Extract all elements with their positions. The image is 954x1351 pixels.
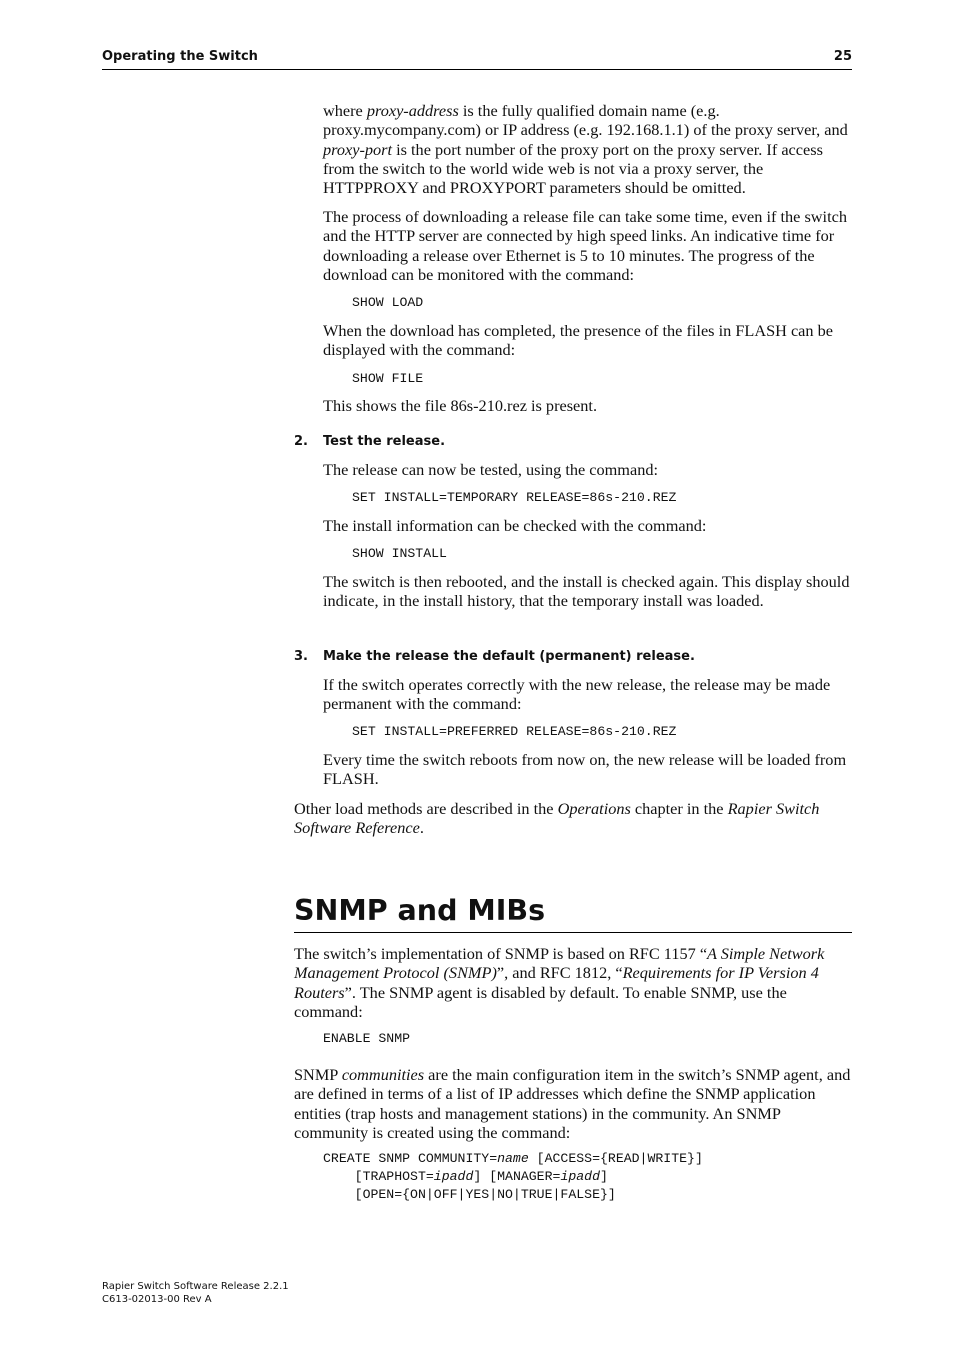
step-title: Test the release. <box>323 434 446 449</box>
paragraph-proxy <box>323 101 853 197</box>
command-show-load: SHOW LOAD <box>352 295 424 310</box>
command-enable-snmp: ENABLE SNMP <box>323 1031 411 1046</box>
section-heading <box>294 891 852 933</box>
command-set-preferred: SET INSTALL=PREFERRED RELEASE=86s-210.REZ <box>352 724 677 739</box>
code-param: name <box>497 1151 529 1166</box>
section-title: SNMP and MIBs <box>294 894 546 927</box>
italic-term: Operations <box>557 799 631 818</box>
paragraph-other-methods <box>294 799 854 838</box>
code-run: [ACCESS={READ|WRITE}] <box>528 1151 703 1166</box>
text-run: ”. The SNMP agent is disabled by default. To enable SNMP, use the command: <box>294 982 787 1021</box>
text-run: is the fully qualified domain name (e.g. proxy.mycompany.com) or IP address (e.g. 192.168.1.1) of the proxy server, and <box>323 101 848 140</box>
footer-doc-number: C613-02013-00 Rev A <box>102 1293 212 1305</box>
command-show-install: SHOW INSTALL <box>352 546 447 561</box>
text-run: The switch’s implementation of SNMP is based on RFC 1157 “ <box>294 944 708 963</box>
footer-release: Rapier Switch Software Release 2.2.1 <box>102 1281 289 1292</box>
step-2-heading <box>294 434 445 449</box>
paragraph-test: The release can now be tested, using the command: <box>323 460 659 479</box>
text-run: are the main configuration item in the switch’s SNMP agent, and are defined in terms of a list of IP addresses which define the SNMP application entities (trap hosts and management stations) in the community. An SNMP community is created using the command: <box>294 1065 851 1142</box>
command-create-community <box>323 1150 703 1204</box>
text-run: chapter in the <box>630 799 728 818</box>
italic-term: Rapier Switch Software Reference <box>294 799 820 838</box>
code-param: ipadd <box>560 1169 601 1184</box>
paragraph-download: The process of downloading a release file can take some time, even if the switch and the HTTP server are connected by high speed links. An indicative time for downloading a release over Ethernet is 5 to 10 minutes. The progress of the download can be monitored with the command: <box>323 207 847 284</box>
text-run: Other load methods are described in the <box>294 799 558 818</box>
text-run: SNMP <box>294 1065 342 1084</box>
chapter-title: Operating the Switch <box>102 49 258 64</box>
step-number: 2. <box>294 434 308 449</box>
running-header <box>102 47 852 70</box>
code-run: ] <box>600 1169 608 1184</box>
italic-term: communities <box>341 1065 425 1084</box>
paragraph-communities <box>294 1065 854 1142</box>
text-run: . <box>419 818 424 838</box>
page-footer <box>102 1281 289 1306</box>
paragraph-operates: If the switch operates correctly with the new release, the release may be made permanent with the command: <box>323 675 831 714</box>
code-param: ipadd <box>433 1169 474 1184</box>
paragraph-completed: When the download has completed, the presence of the files in FLASH can be displayed with the command: <box>323 321 833 360</box>
page-number: 25 <box>833 49 852 64</box>
code-run: CREATE SNMP COMMUNITY= <box>323 1151 498 1166</box>
code-run: [TRAPHOST= <box>354 1169 434 1184</box>
step-number: 3. <box>294 649 308 664</box>
italic-term: Requirements for IP Version 4 Routers <box>294 963 819 1002</box>
text-run: ”, and RFC 1812, “ <box>496 963 623 983</box>
paragraph-file-present: This shows the file 86s-210.rez is present. <box>323 396 598 415</box>
code-run: [OPEN={ON|OFF|YES|NO|TRUE|FALSE}] <box>354 1187 616 1202</box>
command-show-file: SHOW FILE <box>352 371 424 386</box>
paragraph-every-time: Every time the switch reboots from now on, the new release will be loaded from FLASH. <box>323 750 847 789</box>
italic-term: proxy-address <box>366 101 459 120</box>
code-run: ] [MANAGER= <box>473 1169 561 1184</box>
paragraph-rebooted: The switch is then rebooted, and the install is checked again. This display should indicate, in the install history, that the temporary install was loaded. <box>323 572 850 611</box>
text-run: where <box>323 101 367 120</box>
command-set-temporary: SET INSTALL=TEMPORARY RELEASE=86s-210.REZ <box>352 490 677 505</box>
italic-term: proxy-port <box>323 139 393 159</box>
italic-term: A Simple Network Management Protocol (SNMP) <box>294 944 825 983</box>
paragraph-snmp-intro <box>294 944 854 1021</box>
paragraph-install-info: The install information can be checked with the command: <box>323 516 707 535</box>
text-run: is the port number of the proxy port on the proxy server. If access from the switch to the world wide web is not via a proxy server, the HTTPPROXY and PROXYPORT parameters should be omitted. <box>323 139 823 198</box>
step-title: Make the release the default (permanent) release. <box>323 649 695 664</box>
step-3-heading <box>294 649 695 664</box>
